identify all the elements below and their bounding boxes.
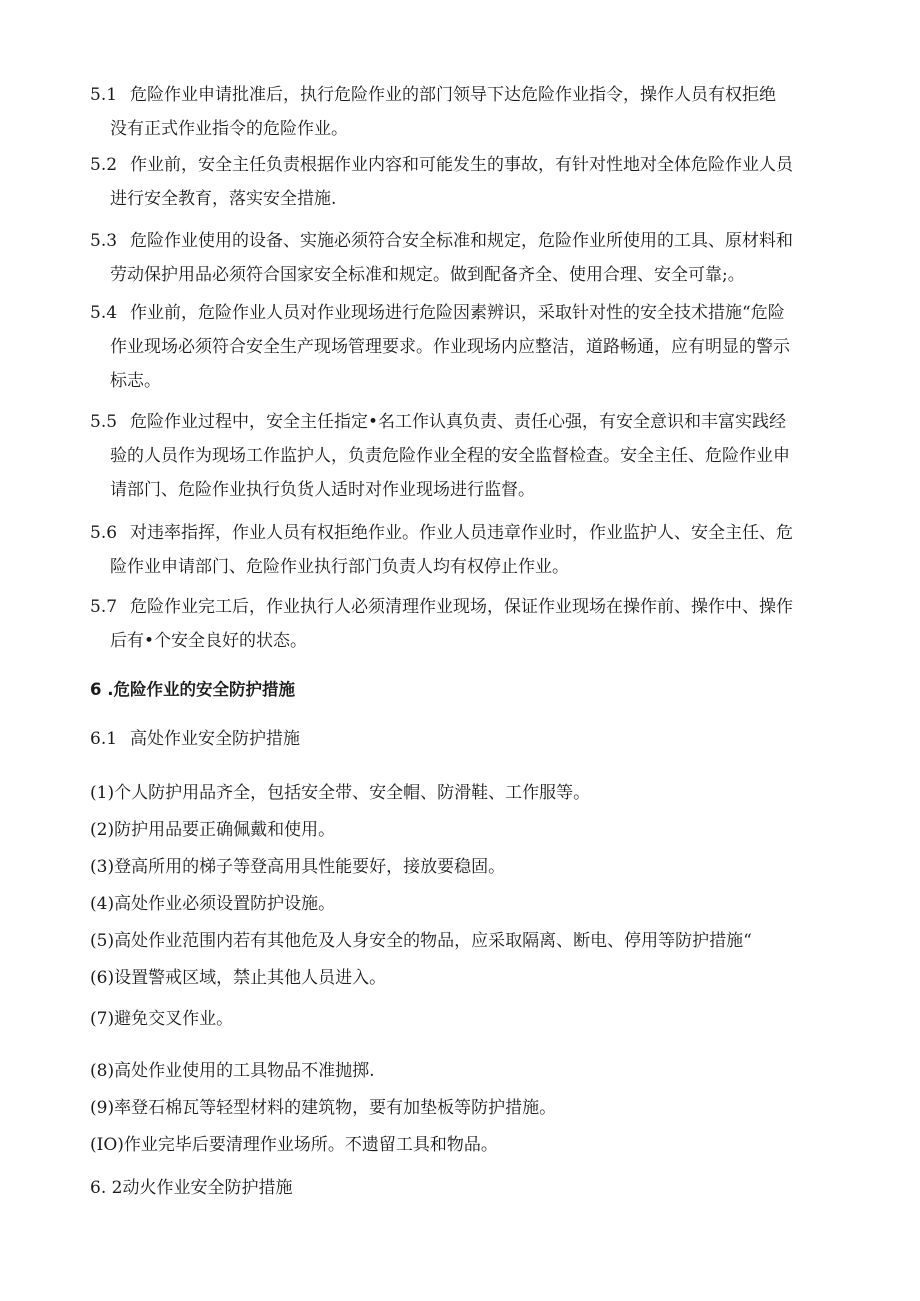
clause-text: 作业前，危险作业人员对作业现场进行危险因素辨识，采取针对性的安全技术措施“危险 [130,303,785,323]
list-item: (1)个人防护用品齐全，包括安全带、安全帽、防滑鞋、工作服等。 [90,783,591,803]
list-item: (5)高处作业范围内若有其他危及人身安全的物品，应采取隔离、断电、停用等防护措施“ [90,931,752,951]
clause-5-6 [90,516,850,584]
clause-number: 5.7 [90,597,118,617]
clause-text-continued: 进行安全教育，落实安全措施. [110,189,337,209]
list-item: (6)设置警戒区域，禁止其他人员进入。 [90,968,387,988]
section-heading: 6 .危险作业的安全防护措施 [90,680,295,699]
clause-text: 危险作业使用的设备、实施必须符合安全标准和规定，危险作业所使用的工具、原材料和 [130,231,793,251]
clause-number: 5.4 [90,303,118,323]
clause-text-continued: 标志。 [110,371,161,391]
clause-text-continued: 作业现场必须符合安全生产现场管理要求。作业现场内应整洁，道路畅通，应有明显的警示 [110,337,790,357]
clause-text-continued: 没有正式作业指令的危险作业。 [110,119,348,139]
list-item: (3)登高所用的梯子等登高用具性能要好，接放要稳固。 [90,857,506,877]
clause-text: 作业前，安全主任负责根据作业内容和可能发生的事故，有针对性地对全体危险作业人员 [130,155,793,175]
clause-text-continued: 险作业申请部门、危险作业执行部门负责人均有权停止作业。 [110,557,569,577]
clause-text: 危险作业过程中，安全主任指定•名工作认真负责、责任心强，有安全意识和丰富实践经 [130,412,787,432]
clause-number: 5.2 [90,155,118,175]
list-item: (9)率登石棉瓦等轻型材料的建筑物，要有加垫板等防护措施。 [90,1098,557,1118]
clause-text-continued: 验的人员作为现场工作监护人，负责危险作业全程的安全监督检查。安全主任、危险作业申 [110,446,790,466]
list-item: (8)高处作业使用的工具物品不准抛掷. [90,1061,375,1081]
clause-number: 5.6 [90,523,118,543]
clause-text: 危险作业申请批准后，执行危险作业的部门领导下达危险作业指令，操作人员有权拒绝 [130,85,776,105]
subsection-title: 高处作业安全防护措施 [130,729,300,749]
list-item: (7)避免交叉作业。 [90,1009,234,1029]
list-item: (2)防护用品要正确佩戴和使用。 [90,820,336,840]
subsection-number: 6.1 [90,729,118,749]
clause-text-continued: 请部门、危险作业执行负货人适时对作业现场进行监督。 [110,480,535,500]
clause-text-continued: 劳动保护用品必须符合国家安全标准和规定。做到配备齐全、使用合理、安全可靠;。 [110,265,745,285]
list-item: (IO)作业完毕后要清理作业场所。不遗留工具和物品。 [90,1135,498,1155]
clause-5-7 [90,590,850,658]
clause-5-5 [90,405,850,507]
clause-5-4 [90,296,850,398]
clause-text-continued: 后有•个安全良好的状态。 [110,631,308,651]
clause-text: 对违率指挥，作业人员有权拒绝作业。作业人员违章作业时，作业监护人、安全主任、危 [130,523,793,543]
subsection-heading-6-2: 6. 2动火作业安全防护措施 [90,1178,293,1198]
clause-text: 危险作业完工后，作业执行人必须清理作业现场，保证作业现场在操作前、操作中、操作 [130,597,793,617]
clause-5-3 [90,224,850,292]
clause-5-1 [90,78,850,146]
list-item: (4)高处作业必须设置防护设施。 [90,894,336,914]
clause-number: 5.1 [90,85,118,105]
subsection-heading-6-1 [90,722,300,756]
clause-5-2 [90,148,850,216]
clause-number: 5.3 [90,231,118,251]
clause-number: 5.5 [90,412,118,432]
